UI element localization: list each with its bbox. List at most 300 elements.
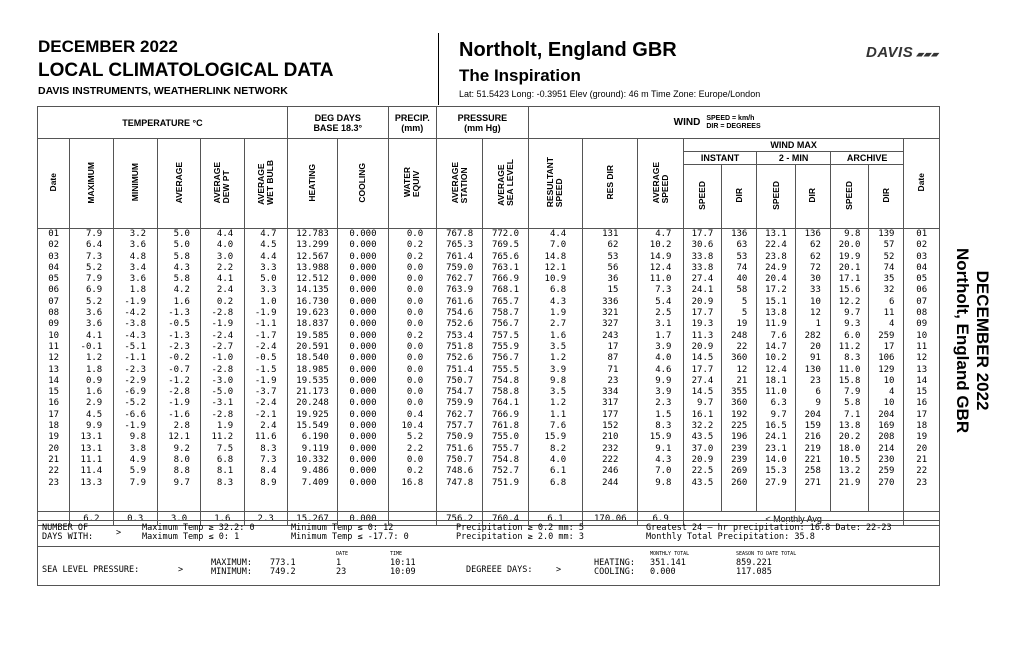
cell-heat-10: 19.585 [296, 330, 329, 341]
col-avg-dew: AVERAGE DEW PT [201, 139, 244, 229]
cell-dew-18: 1.9 [211, 421, 234, 432]
cell-mspd-4: 24.9 [765, 262, 787, 273]
cell-mspd-8: 13.8 [765, 308, 787, 319]
cell-aspd-20: 18.0 [838, 443, 861, 454]
cell-aspd-8: 9.7 [838, 308, 861, 319]
side-title-station: Northolt, England GBR [953, 248, 972, 434]
station-name: The Inspiration [459, 66, 581, 85]
cell-avgspd-20: 9.1 [649, 443, 672, 454]
cell-adir-16: 10 [878, 398, 895, 409]
cell-avg-4: 4.3 [168, 262, 190, 273]
cell-resdir-17: 177 [602, 409, 619, 420]
cell-resspd-8: 1.9 [544, 308, 567, 319]
min-cells [113, 229, 157, 512]
cell-sea-17: 766.9 [491, 409, 520, 420]
cell-mspd-12: 10.2 [765, 353, 787, 364]
cell-dew-21: 6.8 [211, 454, 234, 465]
cell-ispd-3: 33.8 [691, 251, 714, 262]
cell-idir-15: 355 [731, 387, 748, 398]
cell-sea-10: 757.5 [491, 330, 520, 341]
cell-min-6: 1.8 [124, 285, 147, 296]
cell-wet-5: 5.0 [254, 274, 277, 285]
cell-min-3: 4.8 [124, 251, 147, 262]
cell-avg-8: -1.3 [168, 308, 190, 319]
cell-max-20: 13.1 [80, 443, 103, 454]
min-temp-freeze: Minimum Temp ≤ 0: 12 [291, 523, 394, 533]
cell-adir-9: 4 [878, 319, 895, 330]
cell-aspd-11: 11.2 [838, 341, 861, 352]
cell-sea-15: 758.8 [491, 387, 520, 398]
cell-max-12: 1.2 [80, 353, 103, 364]
cell-water-17: 0.4 [401, 409, 424, 420]
max-temp-hot: Maximum Temp ≥ 32.2: 0 [142, 523, 255, 533]
cell-resdir-4: 56 [602, 262, 619, 273]
cell-mdir-18: 159 [804, 421, 821, 432]
slp-max-label: MAXIMUM: [211, 558, 252, 568]
cell-water-10: 0.2 [401, 330, 424, 341]
cell-cool-9: 0.000 [349, 319, 377, 330]
cell-date-10: 10 [916, 330, 928, 341]
cell-resspd-10: 1.6 [544, 330, 567, 341]
cell-cool-17: 0.000 [349, 409, 377, 420]
cell-cool-5: 0.000 [349, 274, 377, 285]
temperature-group: TEMPERATURE °C [38, 107, 288, 139]
cell-idir-5: 40 [731, 274, 748, 285]
wind-label: WIND [673, 116, 701, 128]
station-header [459, 38, 760, 100]
cell-heat-18: 15.549 [296, 421, 329, 432]
cell-cool-10: 0.000 [349, 330, 377, 341]
cell-mspd-9: 11.9 [765, 319, 787, 330]
cell-adir-13: 129 [878, 364, 895, 375]
cell-mdir-14: 23 [804, 375, 821, 386]
cell-wet-9: -1.1 [254, 319, 277, 330]
pressure-group [436, 107, 528, 139]
cell-idir-18: 225 [731, 421, 748, 432]
cell-sea-7: 765.7 [491, 296, 520, 307]
cell-avg-1: 5.0 [168, 229, 190, 239]
cell-cool-2: 0.000 [349, 240, 377, 251]
cell-min-18: -1.9 [124, 421, 147, 432]
cell-aspd-21: 10.5 [838, 454, 861, 465]
cell-resdir-5: 36 [602, 274, 619, 285]
cell-heat-8: 19.623 [296, 308, 329, 319]
cell-ispd-2: 30.6 [691, 240, 714, 251]
cell-avgspd-2: 10.2 [649, 240, 672, 251]
cell-wet-21: 7.3 [254, 454, 277, 465]
cell-heat-19: 6.190 [296, 432, 329, 443]
summary-station: 756.2 [436, 512, 482, 526]
cell-resspd-15: 3.5 [544, 387, 567, 398]
cell-wet-13: -1.5 [254, 364, 277, 375]
deg-days-label: DEG DAYS [314, 112, 361, 123]
cell-min-11: -5.1 [124, 341, 147, 352]
cell-wet-4: 3.3 [254, 262, 277, 273]
cell-cool-23: 0.000 [349, 477, 377, 488]
cell-mdir-3: 62 [804, 251, 821, 262]
cell-adir-21: 230 [878, 454, 895, 465]
cell-mdir-23: 271 [804, 477, 821, 488]
summary-resspd: 6.1 [528, 512, 582, 526]
cell-aspd-22: 13.2 [838, 466, 861, 477]
slp-max-date: 1 [336, 558, 342, 568]
deg-days-base: BASE 18.3° [313, 122, 363, 133]
deg-days-group [287, 107, 388, 139]
cell-mspd-3: 23.8 [765, 251, 787, 262]
cell-idir-3: 53 [731, 251, 748, 262]
cell-ispd-20: 37.0 [691, 443, 714, 454]
cell-dew-5: 4.1 [211, 274, 234, 285]
cell-aspd-1: 9.8 [838, 229, 861, 239]
cell-aspd-2: 20.0 [838, 240, 861, 251]
cell-mspd-6: 17.2 [765, 285, 787, 296]
cell-mspd-15: 11.0 [765, 387, 787, 398]
cell-mdir-5: 30 [804, 274, 821, 285]
cell-ispd-22: 22.5 [691, 466, 714, 477]
cell-avg-3: 5.8 [168, 251, 190, 262]
cell-idir-11: 22 [731, 341, 748, 352]
cell-min-7: -1.9 [124, 296, 147, 307]
cell-sea-14: 754.8 [491, 375, 520, 386]
cell-date-22: 22 [48, 466, 60, 477]
cell-min-22: 5.9 [124, 466, 147, 477]
footer-summary [37, 520, 940, 586]
cell-min-5: 3.6 [124, 274, 147, 285]
cell-date-7: 07 [48, 296, 60, 307]
cell-aspd-9: 9.3 [838, 319, 861, 330]
cell-date-12: 12 [48, 353, 60, 364]
cell-station-10: 753.4 [446, 330, 474, 341]
cell-idir-16: 360 [731, 398, 748, 409]
cell-wet-18: 2.4 [254, 421, 277, 432]
slp-min-time: 10:09 [390, 567, 416, 577]
cell-ispd-18: 32.2 [691, 421, 714, 432]
cell-heat-12: 18.540 [296, 353, 329, 364]
cell-wet-20: 8.3 [254, 443, 277, 454]
resspd-cells [528, 229, 582, 512]
cell-sea-4: 763.1 [491, 262, 520, 273]
cell-station-14: 750.7 [446, 375, 474, 386]
cell-adir-4: 74 [878, 262, 895, 273]
cell-min-20: 3.8 [124, 443, 147, 454]
cell-ispd-4: 33.8 [691, 262, 714, 273]
slp-min-date: 23 [336, 567, 347, 577]
cell-mdir-13: 130 [804, 364, 821, 375]
cell-wet-12: -0.5 [254, 353, 277, 364]
cell-mspd-18: 16.5 [765, 421, 787, 432]
cell-heat-17: 19.925 [296, 409, 329, 420]
cell-mspd-20: 23.1 [765, 443, 787, 454]
cell-avgspd-17: 1.5 [649, 409, 672, 420]
cell-max-9: 3.6 [80, 319, 103, 330]
cell-ispd-8: 17.7 [691, 308, 714, 319]
davis-logo [866, 44, 939, 61]
max-cells [70, 229, 113, 512]
cell-max-3: 7.3 [80, 251, 103, 262]
cell-date-5: 05 [916, 274, 928, 285]
cell-sea-5: 766.9 [491, 274, 520, 285]
cell-dew-23: 8.3 [211, 477, 234, 488]
cell-water-19: 5.2 [401, 432, 424, 443]
col-instant-dir: DIR [722, 165, 757, 229]
summary-min: 0.3 [113, 512, 157, 526]
cell-max-18: 9.9 [80, 421, 103, 432]
cell-wet-14: -1.9 [254, 375, 277, 386]
cell-resdir-21: 222 [602, 454, 619, 465]
cell-adir-6: 32 [878, 285, 895, 296]
aspd-cells [830, 229, 868, 512]
archive-group: ARCHIVE [830, 152, 904, 165]
cell-min-13: -2.3 [124, 364, 147, 375]
station-location: Lat: 51.5423 Long: -0.3951 Elev (ground): 46 m Time Zone: Europe/London [459, 89, 761, 99]
col-2min-speed: SPEED [757, 165, 795, 229]
cell-wet-10: -1.7 [254, 330, 277, 341]
cell-heat-11: 20.591 [296, 341, 329, 352]
cell-sea-21: 754.8 [491, 454, 520, 465]
cell-resspd-4: 12.1 [544, 262, 567, 273]
cell-resspd-13: 3.9 [544, 364, 567, 375]
summary-cool: 0.000 [338, 512, 388, 526]
cell-mspd-10: 7.6 [765, 330, 787, 341]
cell-resspd-7: 4.3 [544, 296, 567, 307]
cell-avgspd-7: 5.4 [649, 296, 672, 307]
cell-station-9: 752.6 [446, 319, 474, 330]
cell-idir-9: 19 [731, 319, 748, 330]
logo-mark-icon: ▰▰▰ [913, 49, 939, 59]
max-temp-freeze: Maximum Temp ≤ 0: 1 [142, 532, 240, 542]
date-cells [38, 229, 70, 512]
cell-adir-2: 57 [878, 240, 895, 251]
cell-date-5: 05 [48, 274, 60, 285]
cell-station-12: 752.6 [446, 353, 474, 364]
cell-aspd-12: 8.3 [838, 353, 861, 364]
cell-idir-7: 5 [731, 296, 748, 307]
cell-mdir-15: 6 [804, 387, 821, 398]
slp-max-value: 773.1 [270, 558, 296, 568]
season-total-header: SEASON TO DATE TOTAL [736, 551, 797, 557]
cell-station-20: 751.6 [446, 443, 474, 454]
cell-cool-19: 0.000 [349, 432, 377, 443]
cell-cool-11: 0.000 [349, 341, 377, 352]
cell-cool-20: 0.000 [349, 443, 377, 454]
date-header: DATE [336, 551, 349, 557]
cell-max-10: 4.1 [80, 330, 103, 341]
cell-dew-1: 4.4 [211, 229, 234, 239]
cell-date-7: 07 [916, 296, 928, 307]
cell-wet-6: 3.3 [254, 285, 277, 296]
cell-idir-4: 74 [731, 262, 748, 273]
cell-avgspd-3: 14.9 [649, 251, 672, 262]
cell-resspd-12: 1.2 [544, 353, 567, 364]
cell-avg-7: 1.6 [168, 296, 190, 307]
col-maximum: MAXIMUM [70, 139, 113, 229]
cell-water-4: 0.0 [401, 262, 424, 273]
cell-max-19: 13.1 [80, 432, 103, 443]
side-title-month: DECEMBER 2022 [973, 270, 992, 411]
cell-avg-6: 4.2 [168, 285, 190, 296]
cell-avgspd-10: 1.7 [649, 330, 672, 341]
cell-mspd-2: 22.4 [765, 240, 787, 251]
cell-water-9: 0.0 [401, 319, 424, 330]
cell-resspd-2: 7.0 [544, 240, 567, 251]
cell-avg-12: -0.2 [168, 353, 190, 364]
cell-adir-10: 259 [878, 330, 895, 341]
cell-avgspd-5: 11.0 [649, 274, 672, 285]
cell-date-17: 17 [48, 409, 60, 420]
cell-max-21: 11.1 [80, 454, 103, 465]
cell-heat-15: 21.173 [296, 387, 329, 398]
instant-group: INSTANT [683, 152, 757, 165]
cell-resspd-17: 1.1 [544, 409, 567, 420]
cell-resdir-2: 62 [602, 240, 619, 251]
cell-station-22: 748.6 [446, 466, 474, 477]
climate-table [37, 106, 940, 526]
cell-adir-18: 169 [878, 421, 895, 432]
header-divider [438, 33, 439, 105]
cell-date-16: 16 [916, 398, 928, 409]
summary-wet: 2.3 [244, 512, 287, 526]
cell-max-1: 7.9 [80, 229, 103, 239]
cell-avgspd-19: 15.9 [649, 432, 672, 443]
cell-station-18: 757.7 [446, 421, 474, 432]
cell-min-19: 9.8 [124, 432, 147, 443]
footer-days-row [38, 521, 939, 547]
cell-mdir-4: 72 [804, 262, 821, 273]
cell-dew-11: -2.7 [211, 341, 234, 352]
cell-avg-22: 8.8 [168, 466, 190, 477]
cell-max-17: 4.5 [80, 409, 103, 420]
cell-ispd-14: 27.4 [691, 375, 714, 386]
cell-adir-1: 139 [878, 229, 895, 239]
cell-water-13: 0.0 [401, 364, 424, 375]
cell-water-3: 0.2 [401, 251, 424, 262]
station-title: Northolt, England GBR [459, 39, 677, 61]
report-network: DAVIS INSTRUMENTS, WEATHERLINK NETWORK [38, 85, 288, 97]
cell-min-9: -3.8 [124, 319, 147, 330]
cell-max-7: 5.2 [80, 296, 103, 307]
cell-min-8: -4.2 [124, 308, 147, 319]
cell-max-23: 13.3 [80, 477, 103, 488]
cell-wet-11: -2.4 [254, 341, 277, 352]
cell-station-19: 750.9 [446, 432, 474, 443]
resdir-cells [583, 229, 638, 512]
cell-avgspd-15: 3.9 [649, 387, 672, 398]
col-archive-dir: DIR [869, 165, 904, 229]
cell-dew-19: 11.2 [211, 432, 234, 443]
cell-idir-2: 63 [731, 240, 748, 251]
cell-sea-22: 752.7 [491, 466, 520, 477]
cell-sea-23: 751.9 [491, 477, 520, 488]
cell-dew-20: 7.5 [211, 443, 234, 454]
summary-resdir: 170.06 [583, 512, 638, 526]
cell-wet-16: -2.4 [254, 398, 277, 409]
cell-ispd-15: 14.5 [691, 387, 714, 398]
cell-dew-4: 2.2 [211, 262, 234, 273]
mspd-cells [757, 229, 795, 512]
cell-ispd-16: 9.7 [691, 398, 714, 409]
cell-min-12: -1.1 [124, 353, 147, 364]
cell-idir-12: 360 [731, 353, 748, 364]
cell-resdir-20: 232 [602, 443, 619, 454]
cell-station-15: 754.7 [446, 387, 474, 398]
cell-heat-5: 12.512 [296, 274, 329, 285]
cell-water-7: 0.0 [401, 296, 424, 307]
cell-adir-20: 214 [878, 443, 895, 454]
cell-wet-8: -1.9 [254, 308, 277, 319]
cell-mdir-21: 221 [804, 454, 821, 465]
precip-days-1: Precipitation ≥ 0.2 mm: 5 [456, 523, 584, 533]
cell-resdir-16: 317 [602, 398, 619, 409]
cell-dew-22: 8.1 [211, 466, 234, 477]
cell-date-6: 06 [916, 285, 928, 296]
cell-station-8: 754.6 [446, 308, 474, 319]
degree-days-arrow: > [556, 565, 562, 575]
cell-date-2: 02 [916, 240, 928, 251]
cell-idir-1: 136 [731, 229, 748, 239]
cell-aspd-17: 7.1 [838, 409, 861, 420]
col-archive-speed: SPEED [830, 165, 868, 229]
cell-mdir-9: 1 [804, 319, 821, 330]
cell-min-15: -6.9 [124, 387, 147, 398]
cell-avgspd-14: 9.9 [649, 375, 672, 386]
cell-max-8: 3.6 [80, 308, 103, 319]
cell-date-18: 18 [48, 421, 60, 432]
cell-ispd-23: 43.5 [691, 477, 714, 488]
cell-dew-7: 0.2 [211, 296, 234, 307]
cell-min-23: 7.9 [124, 477, 147, 488]
date-right-cells [904, 229, 940, 512]
cell-cool-12: 0.000 [349, 353, 377, 364]
cell-ispd-7: 20.9 [691, 296, 714, 307]
cell-station-23: 747.8 [446, 477, 474, 488]
cell-date-11: 11 [916, 341, 928, 352]
cell-resspd-19: 15.9 [544, 432, 567, 443]
cell-resdir-14: 23 [602, 375, 619, 386]
cell-cool-8: 0.000 [349, 308, 377, 319]
cell-ispd-6: 24.1 [691, 285, 714, 296]
cell-min-1: 3.2 [124, 229, 147, 239]
sea-cells [483, 229, 528, 512]
cell-max-4: 5.2 [80, 262, 103, 273]
cell-avg-9: -0.5 [168, 319, 190, 330]
cell-ispd-12: 14.5 [691, 353, 714, 364]
cell-date-21: 21 [916, 454, 928, 465]
cell-heat-9: 18.837 [296, 319, 329, 330]
cell-resdir-10: 243 [602, 330, 619, 341]
col-avg-speed: AVERAGE SPEED [638, 139, 683, 229]
cell-dew-13: -2.8 [211, 364, 234, 375]
cell-dew-9: -1.9 [211, 319, 234, 330]
cell-resdir-1: 131 [602, 229, 619, 239]
cell-heat-13: 18.985 [296, 364, 329, 375]
cell-water-8: 0.0 [401, 308, 424, 319]
cell-resspd-20: 8.2 [544, 443, 567, 454]
cell-resspd-16: 1.2 [544, 398, 567, 409]
cell-resspd-5: 10.9 [544, 274, 567, 285]
wind-group [528, 107, 939, 139]
cell-ispd-10: 11.3 [691, 330, 714, 341]
cell-water-22: 0.2 [401, 466, 424, 477]
cell-heat-1: 12.783 [296, 229, 329, 239]
cell-avg-10: -1.3 [168, 330, 190, 341]
col-cooling: COOLING [338, 139, 388, 229]
cell-resdir-18: 152 [602, 421, 619, 432]
cell-adir-7: 6 [878, 296, 895, 307]
min-temp-cold: Minimum Temp ≤ -17.7: 0 [291, 532, 409, 542]
report-month: DECEMBER 2022 [38, 37, 178, 56]
cell-date-20: 20 [48, 443, 60, 454]
cell-heat-4: 13.988 [296, 262, 329, 273]
